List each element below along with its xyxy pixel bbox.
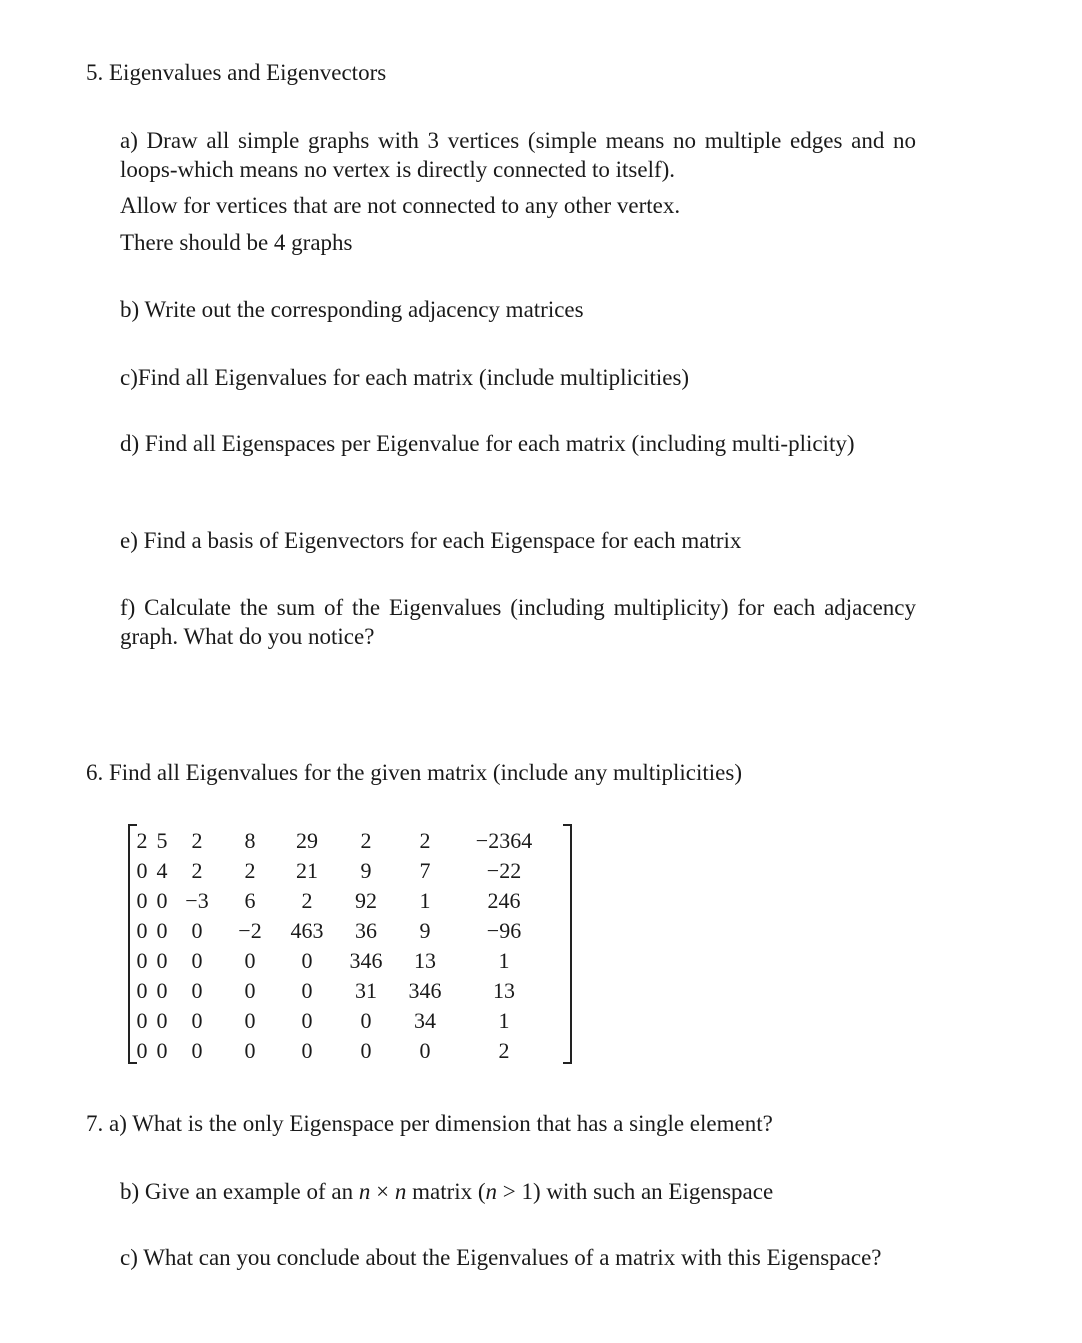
matrix-row <box>132 916 554 946</box>
matrix-cell: 0 <box>156 1038 168 1063</box>
q6-title: 6. Find all Eigenvalues for the given matrix (include any multiplicities) <box>86 760 742 785</box>
matrix-cell: 9 <box>419 918 431 943</box>
q7-part-b <box>120 1177 773 1206</box>
q5-part-a-line2: Allow for vertices that are not connected to any other vertex. <box>120 193 681 218</box>
q5-part-a: a) Draw all simple graphs with 3 vertices (simple means no multiple edges and no loops-which means no vertex is directly connected to itself). <box>120 128 916 182</box>
matrix-cell: 2 <box>244 858 256 883</box>
matrix-cell: 9 <box>360 858 372 883</box>
matrix-cell: 0 <box>301 948 313 973</box>
matrix-cell: 36 <box>355 918 377 943</box>
math-n: n <box>358 1179 371 1204</box>
matrix-cell: 13 <box>493 978 515 1003</box>
text: > 1) with such an Eigenspace <box>497 1179 774 1204</box>
matrix-cell: −2364 <box>475 828 533 853</box>
matrix-cell: 0 <box>136 858 148 883</box>
matrix-cell: 2 <box>301 888 313 913</box>
q7-part-a: 7. a) What is the only Eigenspace per dimension that has a single element? <box>86 1111 773 1136</box>
matrix-cell: 246 <box>487 888 521 913</box>
q5-part-b: b) Write out the corresponding adjacency matrices <box>120 297 584 322</box>
matrix-cell: 0 <box>244 948 256 973</box>
matrix-row <box>132 946 554 976</box>
q5-part-c: c)Find all Eigenvalues for each matrix (include multiplicities) <box>120 365 690 390</box>
matrix-cell: 2 <box>360 828 372 853</box>
matrix-row <box>132 856 554 886</box>
matrix-cell: 2 <box>136 828 148 853</box>
matrix-cell: 0 <box>156 948 168 973</box>
matrix-cell: 0 <box>136 918 148 943</box>
matrix-cell: 0 <box>156 1008 168 1033</box>
matrix-cell: 0 <box>191 978 203 1003</box>
q5-part-d: d) Find all Eigenspaces per Eigenvalue for each matrix (including multi-plicity) <box>120 431 855 456</box>
matrix-cell: −3 <box>185 888 209 913</box>
matrix-cell: 0 <box>191 1038 203 1063</box>
q5-part-a-line3: There should be 4 graphs <box>120 230 353 255</box>
matrix-cell: 0 <box>156 888 168 913</box>
matrix-cell: 31 <box>355 978 377 1003</box>
matrix-cell: 0 <box>301 1038 313 1063</box>
matrix-cell: 2 <box>419 828 431 853</box>
matrix-row <box>132 826 554 856</box>
matrix-cell: 0 <box>136 948 148 973</box>
matrix-cell: 463 <box>290 918 324 943</box>
matrix-cell: 0 <box>301 978 313 1003</box>
matrix-row <box>132 1036 554 1066</box>
matrix-cell: 0 <box>156 918 168 943</box>
matrix-cell: 8 <box>244 828 256 853</box>
matrix-cell: −96 <box>486 918 522 943</box>
matrix-cell: 346 <box>349 948 383 973</box>
q5-part-e: e) Find a basis of Eigenvectors for each Eigenspace for each matrix <box>120 528 742 553</box>
matrix-cell: 0 <box>191 1008 203 1033</box>
matrix-cell: 1 <box>498 948 510 973</box>
matrix-cell: 4 <box>156 858 168 883</box>
matrix-cell: 0 <box>136 978 148 1003</box>
text: × <box>370 1179 395 1204</box>
matrix-cell: 92 <box>355 888 377 913</box>
matrix-row <box>132 886 554 916</box>
matrix-cell: 0 <box>244 978 256 1003</box>
matrix-cell: 0 <box>360 1038 372 1063</box>
matrix-cell: 5 <box>156 828 168 853</box>
matrix-row <box>132 1006 554 1036</box>
matrix-cell: 34 <box>414 1008 436 1033</box>
matrix-cell: 346 <box>408 978 442 1003</box>
matrix-cell: 2 <box>191 858 203 883</box>
matrix-cell: 7 <box>419 858 431 883</box>
matrix-cell: −2 <box>238 918 262 943</box>
q7-part-c: c) What can you conclude about the Eigenvalues of a matrix with this Eigenspace? <box>120 1245 882 1270</box>
math-n: n <box>394 1179 407 1204</box>
matrix-cell: 2 <box>498 1038 510 1063</box>
matrix-cell: 0 <box>136 1038 148 1063</box>
q5-part-f: f) Calculate the sum of the Eigenvalues (including multiplicity) for each adjacency graph. What do you notice? <box>120 595 916 649</box>
matrix-cell: 0 <box>136 888 148 913</box>
matrix-cell: 0 <box>419 1038 431 1063</box>
math-n: n <box>485 1179 498 1204</box>
matrix-cell: 0 <box>136 1008 148 1033</box>
text: b) Give an example of an <box>120 1179 359 1204</box>
matrix-cell: 13 <box>414 948 436 973</box>
q5-title: 5. Eigenvalues and Eigenvectors <box>86 60 387 85</box>
matrix-cell: 0 <box>244 1008 256 1033</box>
matrix-cell: 0 <box>301 1008 313 1033</box>
matrix-cell: 0 <box>191 918 203 943</box>
matrix-cell: 0 <box>156 978 168 1003</box>
matrix-cell: 1 <box>419 888 431 913</box>
matrix-row <box>132 976 554 1006</box>
matrix-cell: 2 <box>191 828 203 853</box>
matrix-cell: 0 <box>191 948 203 973</box>
matrix-table <box>132 826 554 1066</box>
matrix <box>128 824 572 1064</box>
matrix-cell: 29 <box>296 828 318 853</box>
matrix-cell: 0 <box>244 1038 256 1063</box>
matrix-cell: 6 <box>244 888 256 913</box>
matrix-cell: −22 <box>486 858 522 883</box>
matrix-cell: 0 <box>360 1008 372 1033</box>
matrix-cell: 21 <box>296 858 318 883</box>
matrix-cell: 1 <box>498 1008 510 1033</box>
text: matrix ( <box>406 1179 486 1204</box>
